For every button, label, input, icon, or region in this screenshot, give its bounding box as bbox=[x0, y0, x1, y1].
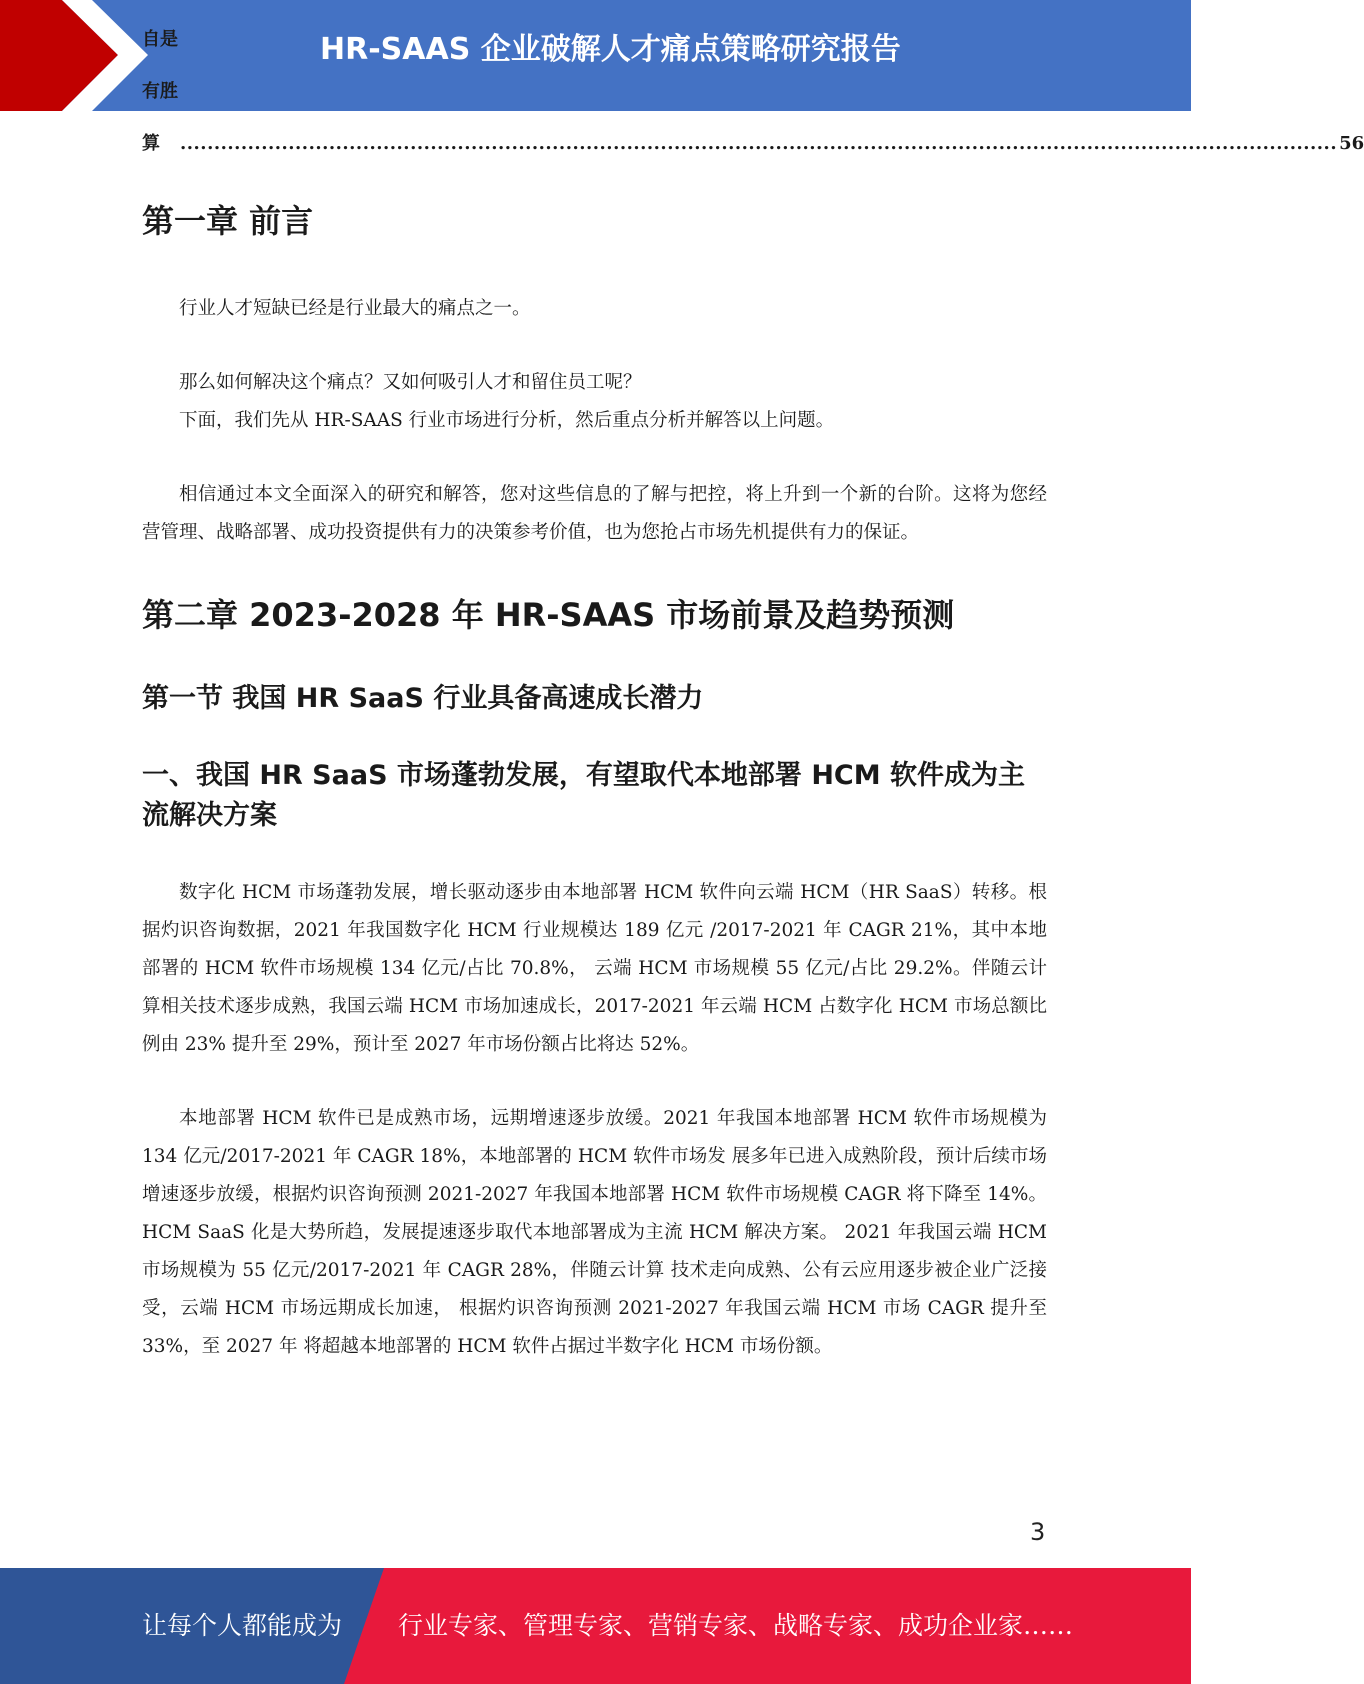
toc-entry-page: 56 bbox=[1339, 133, 1364, 154]
chapter1-paragraph-4: 相信通过本文全面深入的研究和解答，您对这些信息的了解与把控，将上升到一个新的台阶。这将为您经营管理、战略部署、成功投资提供有力的决策参考价值，也为您抢占市场先机提供有力的保证。 bbox=[142, 484, 1047, 543]
chapter1-paragraph-2: 那么如何解决这个痛点？又如何吸引人才和留住员工呢？ bbox=[179, 372, 642, 393]
toc-leader-dots: ........................................................................................................................................................................... bbox=[180, 133, 1338, 154]
page-number: 3 bbox=[1030, 1518, 1046, 1546]
chapter1-paragraph-1: 行业人才短缺已经是行业最大的痛点之一。 bbox=[179, 298, 531, 319]
toc-entry-label: 自是有胜算 bbox=[142, 29, 178, 154]
chapter1-title: 第一章 前言 bbox=[142, 202, 314, 240]
footer-slogan-left: 让每个人都能成为 bbox=[142, 1611, 343, 1640]
chapter2-title: 第二章 2023-2028 年 HR-SAAS 市场前景及趋势预测 bbox=[142, 596, 955, 634]
header-arrow-decoration bbox=[0, 0, 160, 111]
chapter2-paragraph-2: 本地部署 HCM 软件已是成熟市场，远期增速逐步放缓。2021 年我国本地部署 HCM 软件市场规模为 134 亿元/2017-2021 年 CAGR 18%，本地部署的 HCM 软件市场发 展多年已进入成熟阶段，预计后续市场增速逐步放缓，根据灼识咨询预测 2021-2027 年我国本地部署 HCM 软件市场规模 CAGR 将下降至 14%。 HCM SaaS 化是大势所趋，发展提速逐步取代本地部署成为主流 HCM 解决方案。 2021 年我国云端 HCM 市场规模为 55 亿元/2017-2021 年 CAGR 28%，伴随云计算 技术走向成熟、公有云应用逐步被企业广泛接受，云端 HCM 市场远期成长加速， 根据灼识咨询预测 2021-2027 年我国云端 HCM 市场 CAGR 提升至 33%，至 2027 年 将超越本地部署的 HCM 软件占据过半数字化 HCM 市场份额。 bbox=[142, 1108, 1047, 1357]
page-footer bbox=[0, 1568, 1191, 1684]
subsection1-title: 一、我国 HR SaaS 市场蓬勃发展，有望取代本地部署 HCM 软件成为主流解决方案 bbox=[142, 760, 1025, 831]
chapter2-paragraph-1: 数字化 HCM 市场蓬勃发展，增长驱动逐步由本地部署 HCM 软件向云端 HCM（HR SaaS）转移。根据灼识咨询数据，2021 年我国数字化 HCM 行业规模达 189 亿元 /2017-2021 年 CAGR 21%，其中本地部署的 HCM 软件市场规模 134 亿元/占比 70.8%， 云端 HCM 市场规模 55 亿元/占比 29.2%。伴随云计算相关技术逐步成熟，我国云端 HCM 市场加速成长，2017-2021 年云端 HCM 占数字化 HCM 市场总额比例由 23% 提升至 29%，预计至 2027 年市场份额占比将达 52%。 bbox=[142, 882, 1047, 1055]
section1-title: 第一节 我国 HR SaaS 行业具备高速成长潜力 bbox=[142, 683, 704, 714]
page-header bbox=[0, 0, 1191, 111]
chapter1-paragraph-3: 下面，我们先从 HR-SAAS 行业市场进行分析，然后重点分析并解答以上问题。 bbox=[179, 410, 835, 431]
footer-slogan-right: 行业专家、管理专家、营销专家、战略专家、成功企业家…… bbox=[398, 1611, 1074, 1640]
report-title: HR-SAAS 企业破解人才痛点策略研究报告 bbox=[320, 32, 901, 67]
